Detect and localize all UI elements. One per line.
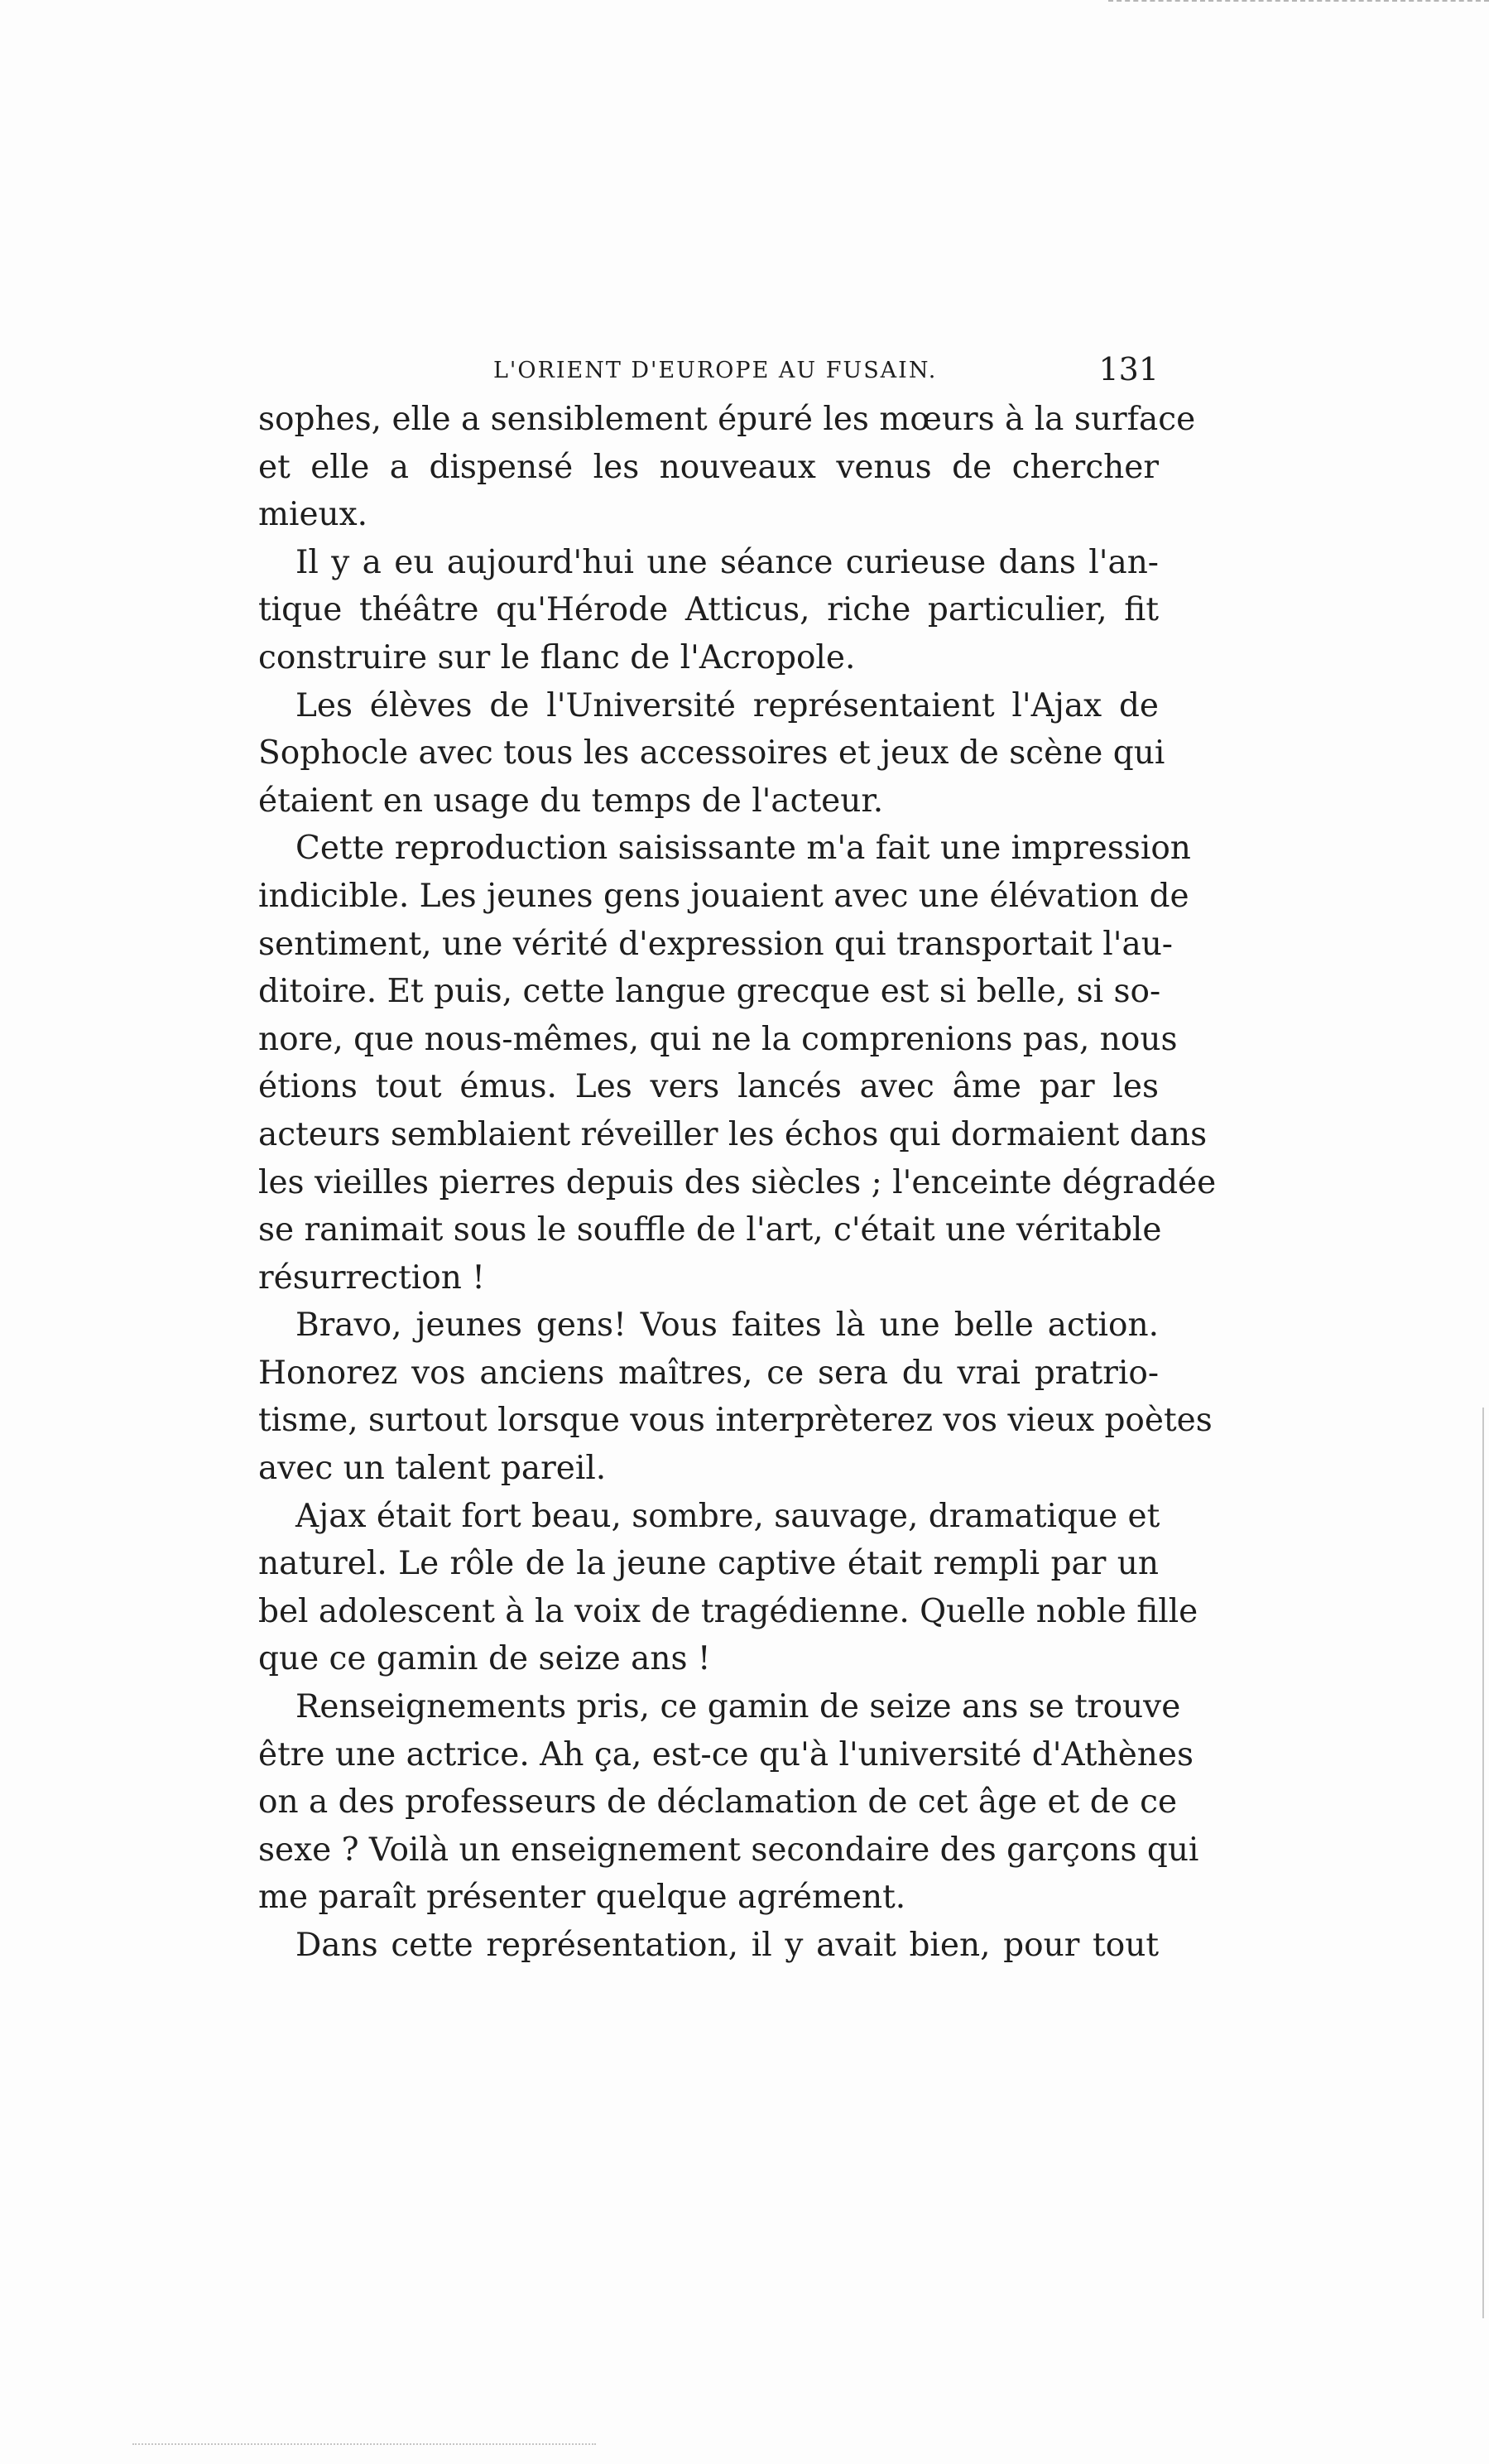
- text-line: et elle a dispensé les nouveaux venus de chercher: [258, 448, 1159, 486]
- text-line: résurrection !: [258, 1258, 485, 1297]
- text-line: étaient en usage du temps de l'acteur.: [258, 782, 884, 820]
- paragraph-start-line: Les élèves de l'Université représentaient l'Ajax de: [295, 686, 1159, 724]
- body-text: [258, 396, 1217, 1970]
- text-line: être une actrice. Ah ça, est-ce qu'à l'université d'Athènes: [258, 1735, 1194, 1773]
- text-line: acteurs semblaient réveiller les échos qui dormaient dans: [258, 1115, 1208, 1153]
- running-title: L'ORIENT D'EUROPE AU FUSAIN.: [493, 358, 938, 383]
- text-line: nore, que nous-mêmes, qui ne la comprenions pas, nous: [258, 1020, 1178, 1058]
- text-line: naturel. Le rôle de la jeune captive était rempli par un: [258, 1545, 1159, 1583]
- scan-edge-shadow: [1482, 1408, 1484, 2318]
- paragraph-start-line: Bravo, jeunes gens! Vous faites là une belle action.: [295, 1307, 1159, 1345]
- text-line: Sophocle avec tous les accessoires et jeux de scène qui: [258, 734, 1165, 772]
- text-line: que ce gamin de seize ans !: [258, 1640, 711, 1678]
- paragraph-start-line: Cette reproduction saisissante m'a fait une impression: [295, 830, 1191, 868]
- running-head: [258, 351, 1159, 392]
- text-line: mieux.: [258, 496, 368, 534]
- text-line: sexe ? Voilà un enseignement secondaire des garçons qui: [258, 1831, 1199, 1869]
- text-line: tique théâtre qu'Hérode Atticus, riche particulier, fit: [258, 591, 1159, 629]
- paragraph-start-line: Ajax était fort beau, sombre, sauvage, dramatique et: [295, 1497, 1160, 1535]
- text-line: indicible. Les jeunes gens jouaient avec une élévation de: [258, 877, 1189, 915]
- text-line: me paraît présenter quelque agrément.: [258, 1879, 906, 1917]
- text-line: on a des professeurs de déclamation de cet âge et de ce: [258, 1783, 1178, 1822]
- text-line: étions tout émus. Les vers lancés avec âme par les: [258, 1068, 1159, 1106]
- text-line: sophes, elle a sensiblement épuré les mœurs à la surface: [258, 401, 1196, 438]
- paragraph-start-line: Renseignements pris, ce gamin de seize ans se trouve: [295, 1688, 1181, 1726]
- text-line: se ranimait sous le souffle de l'art, c'était une véritable: [258, 1211, 1162, 1249]
- text-line: avec un talent pareil.: [258, 1450, 607, 1488]
- text-line: Honorez vos anciens maîtres, ce sera du vrai pratrio-: [258, 1354, 1159, 1392]
- scan-edge-marks-bottom: [132, 2443, 596, 2447]
- scan-edge-marks-top: [1108, 0, 1489, 5]
- text-line: sentiment, une vérité d'expression qui transportait l'au-: [258, 925, 1173, 963]
- paragraph-start-line: Dans cette représentation, il y avait bien, pour tout: [295, 1927, 1159, 1964]
- text-line: bel adolescent à la voix de tragédienne. Quelle noble fille: [258, 1592, 1198, 1630]
- text-line: tisme, surtout lorsque vous interprèterez vos vieux poètes: [258, 1402, 1213, 1440]
- text-line: ditoire. Et puis, cette langue grecque est si belle, si so-: [258, 973, 1161, 1011]
- paragraph-start-line: Il y a eu aujourd'hui une séance curieuse dans l'an-: [295, 543, 1159, 581]
- page-number: 131: [1098, 351, 1159, 387]
- text-line: construire sur le flanc de l'Acropole.: [258, 638, 856, 676]
- text-line: les vieilles pierres depuis des siècles ; l'enceinte dégradée: [258, 1163, 1217, 1201]
